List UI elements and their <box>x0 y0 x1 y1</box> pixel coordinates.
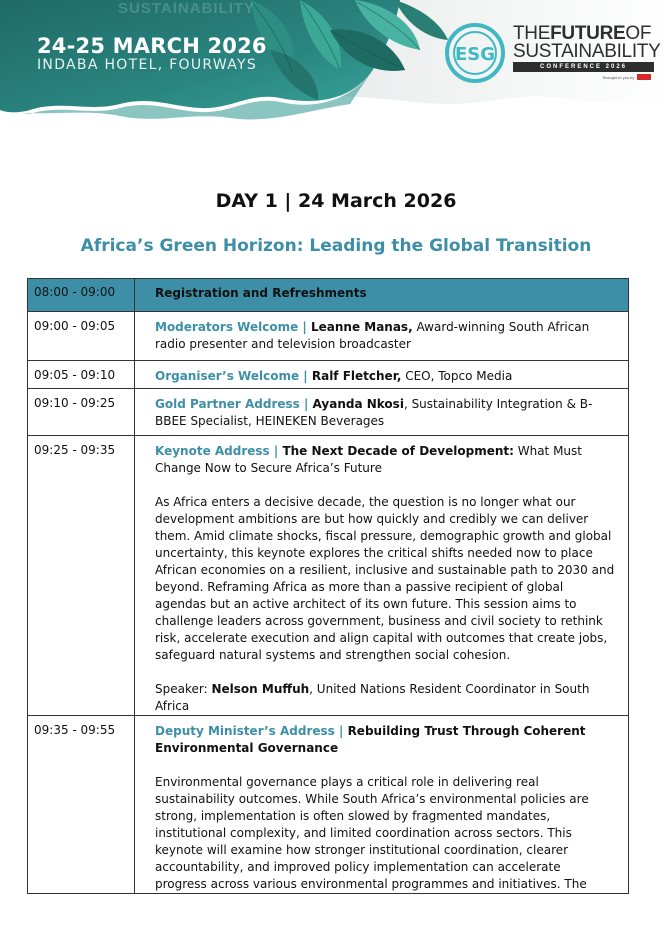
session-cell <box>135 389 629 436</box>
speaker-prefix: Speaker: <box>155 682 212 696</box>
session-topic: The Next Decade of Development: <box>282 444 514 458</box>
time-cell: 09:10 - 09:25 <box>28 389 135 436</box>
separator: | <box>299 369 312 383</box>
session-description: Environmental governance plays a critical role in delivering real sustainability outcomes. While South Africa’s environmental policies are strong, implementation is often slowed by fragmented mandates, institutional complexity, and limited coordination across sectors. This keynote will examine how stronger institutional coordination, clearer accountability, and improved policy implementation can accelerate progress across various environmental programmes and initiatives. The <box>155 775 589 891</box>
event-venue: INDABA HOTEL, FOURWAYS <box>37 57 258 73</box>
session-cell <box>135 361 629 389</box>
session-label: Keynote Address <box>155 444 270 458</box>
logo-wordmark-line1: THEFUTUREOF <box>513 23 652 44</box>
session-cell <box>135 716 629 894</box>
speaker-role: , United Nations Resident Coordinator in South Africa <box>155 682 590 713</box>
separator: | <box>299 397 313 411</box>
speaker-role: Award-winning South African radio presenter and television broadcaster <box>155 320 590 351</box>
session-title: Registration and Refreshments <box>135 279 629 312</box>
logo-brought-by: Brought to you by <box>603 75 635 80</box>
theme-title: Africa’s Green Horizon: Leading the Global Transition <box>80 236 592 256</box>
time-cell: 09:25 - 09:35 <box>28 436 135 716</box>
speaker-name: Ayanda Nkosi <box>312 397 404 411</box>
separator: | <box>334 724 348 738</box>
session-cell <box>135 312 629 361</box>
event-dates: 24-25 MARCH 2026 <box>37 34 267 58</box>
session-cell <box>135 436 629 716</box>
time-cell: 09:00 - 09:05 <box>28 312 135 361</box>
speaker-name: Nelson Muffuh <box>211 682 310 696</box>
logo-tagline: CONFERENCE 2026 <box>513 62 654 72</box>
svg-text:ESG: ESG <box>454 44 496 65</box>
day-title: DAY 1 | 24 March 2026 <box>215 190 457 212</box>
session-subtitle: What Must Change Now to Secure Africa’s Future <box>155 444 582 475</box>
ghost-logo-text: SUSTAINABILITY <box>118 0 256 17</box>
session-description: As Africa enters a decisive decade, the question is no longer what our development ambitions are but how quickly and credibly we can deliver them. Amid climate shocks, fiscal pressure, demographic growth and global uncertainty, this keynote explores the critical shifts needed now to place African economies on a resilient, inclusive and sustainable path to 2030 and beyond. Reframing Africa as more than a passive recipient of global agendas but an active architect of its own future. This session aims to challenge leaders across government, business and civil society to rethink risk, accelerate execution and align capital with outcomes that create jobs, safeguard natural systems and strengthen social cohesion. <box>155 495 615 662</box>
separator: | <box>269 444 283 458</box>
agenda-row <box>28 389 629 436</box>
session-label: Gold Partner Address <box>155 397 300 411</box>
logo-wordmark-line2: SUSTAINABILITY <box>513 41 661 62</box>
agenda-row <box>28 716 629 894</box>
agenda-row <box>28 361 629 389</box>
time-cell: 09:35 - 09:55 <box>28 716 135 894</box>
agenda-row <box>28 436 629 716</box>
speaker-name: Leanne Manas, <box>310 320 413 334</box>
header-banner <box>0 0 672 132</box>
agenda-row <box>28 312 629 361</box>
agenda-table <box>27 278 629 894</box>
session-label: Organiser’s Welcome <box>155 369 300 383</box>
agenda-header-row <box>28 279 629 312</box>
sponsor-logo-icon <box>637 74 651 80</box>
speaker-name: Ralf Fletcher, <box>311 369 402 383</box>
time-cell: 09:05 - 09:10 <box>28 361 135 389</box>
session-topic: Rebuilding Trust Through Coherent Environmental Governance <box>155 724 586 755</box>
separator: | <box>298 320 311 334</box>
time-cell: 08:00 - 09:00 <box>28 279 135 312</box>
speaker-role: , Sustainability Integration & B-BBEE Specialist, HEINEKEN Beverages <box>155 397 593 428</box>
conference-logo-icon <box>444 22 506 84</box>
session-label: Moderators Welcome <box>155 320 299 334</box>
session-label: Deputy Minister’s Address <box>155 724 335 738</box>
speaker-role: CEO, Topco Media <box>401 369 513 383</box>
speaker-line <box>155 681 616 715</box>
